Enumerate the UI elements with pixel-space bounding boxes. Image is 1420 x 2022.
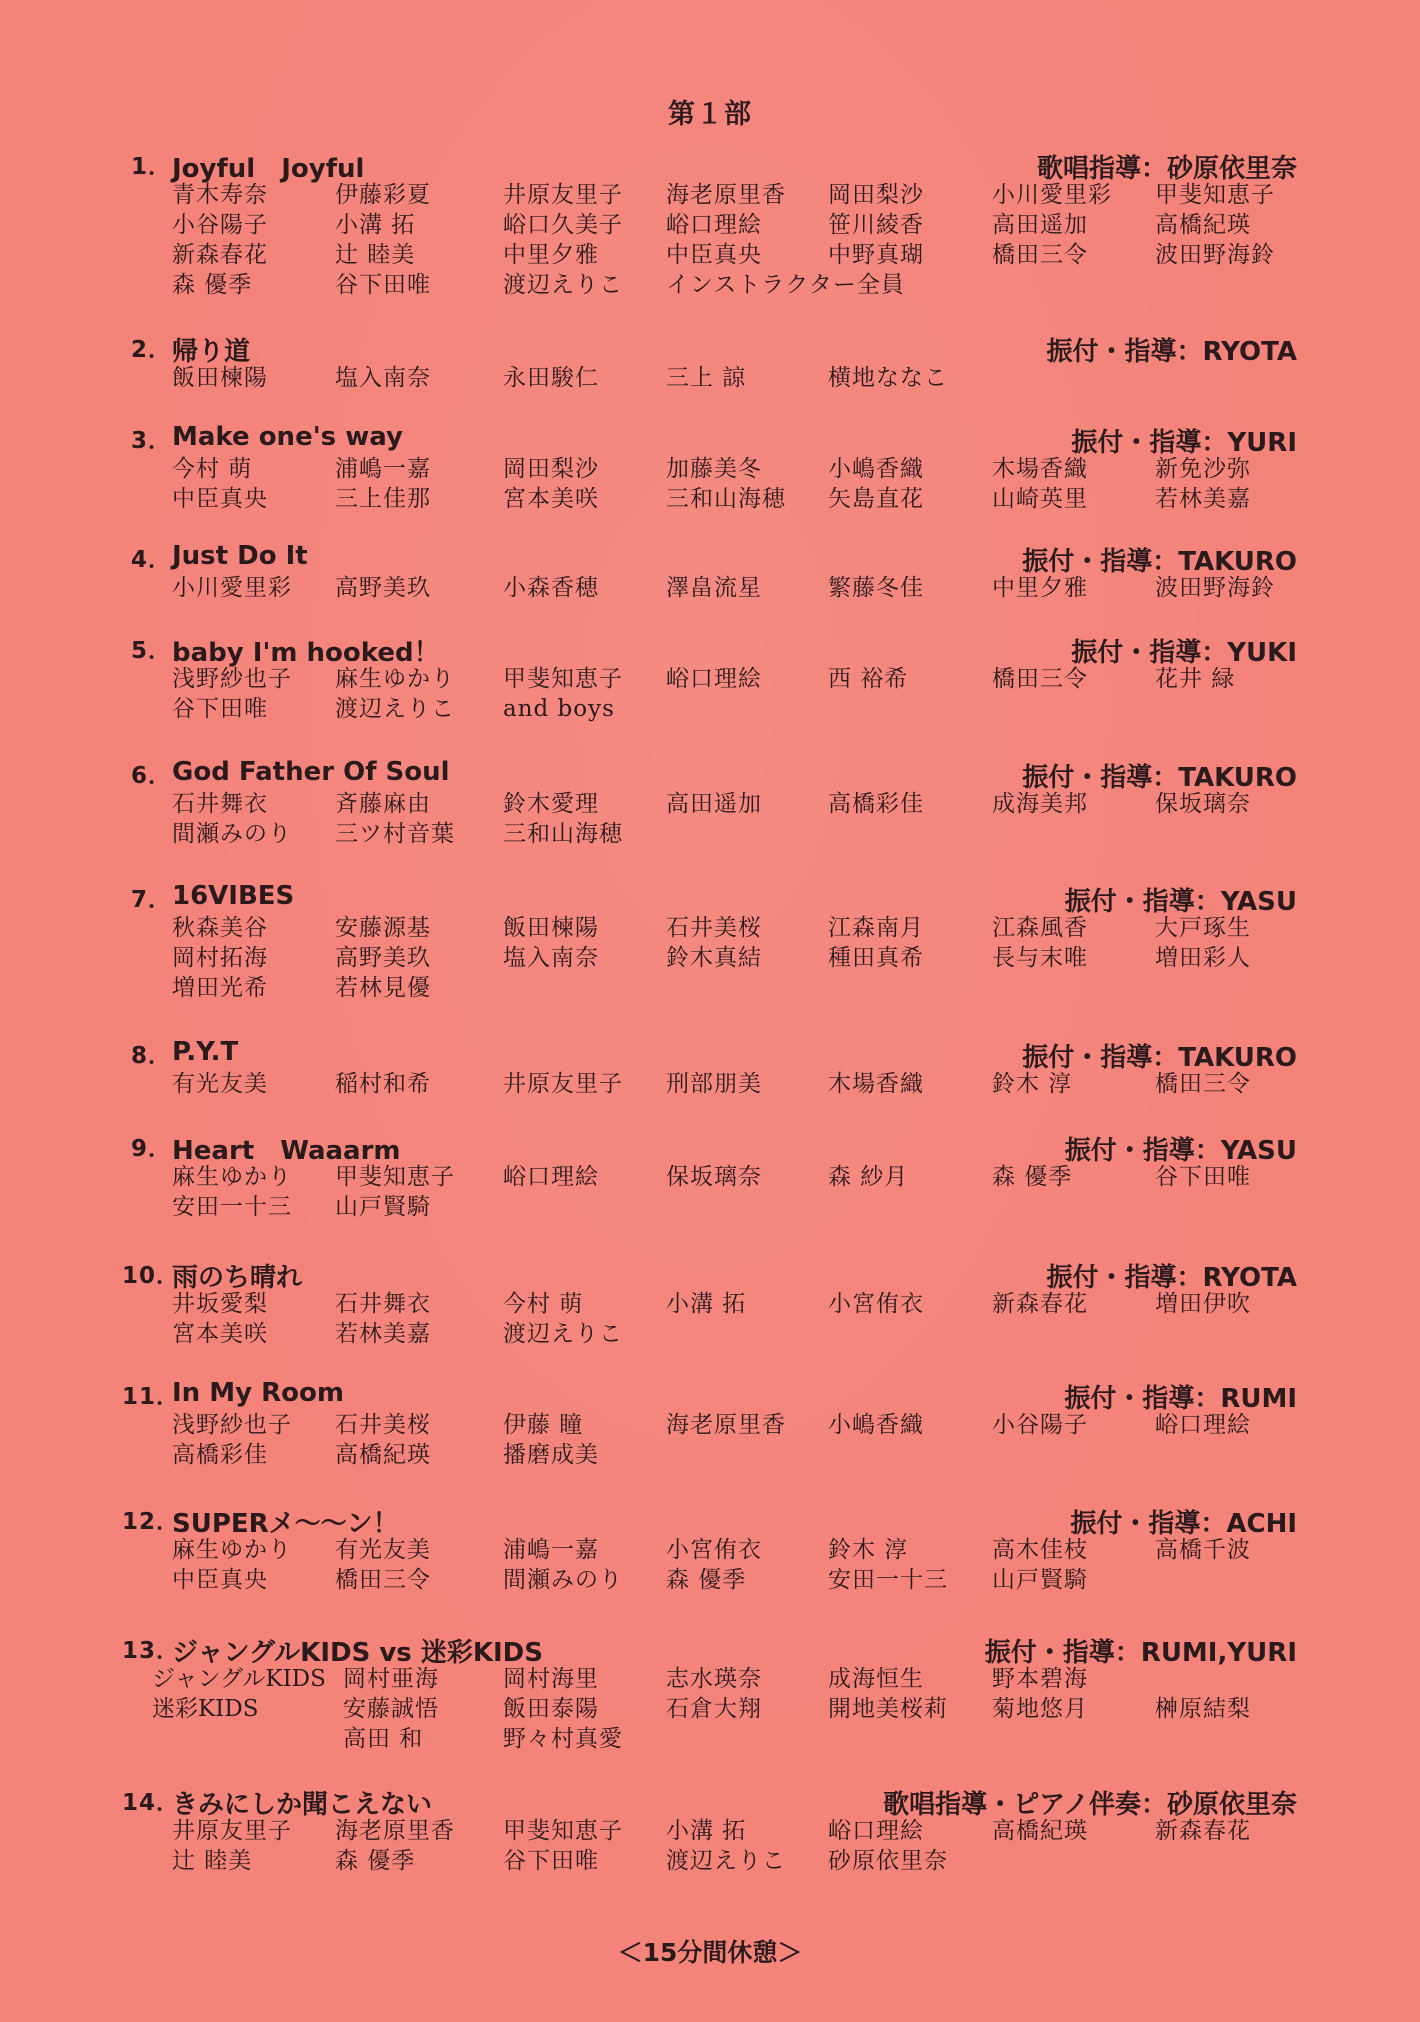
performer-name: 開地美桜莉	[828, 1696, 948, 1722]
performer-name: 井坂愛梨	[172, 1291, 268, 1317]
performer-name: 新森春花	[172, 242, 268, 268]
performer-name: 小谷陽子	[172, 212, 268, 238]
performer-name: 飯田楝陽	[503, 915, 599, 941]
performer-name: 笹川綾香	[828, 212, 924, 238]
performer-name: 井原友里子	[503, 182, 623, 208]
item-credit: 振付・指導：YUKI	[1071, 638, 1297, 668]
performer-name: 高橋千波	[1155, 1537, 1251, 1563]
program-item	[122, 1784, 1297, 1876]
item-title: Heart Waaarm	[172, 1136, 401, 1166]
performer-name: 種田真希	[828, 945, 924, 971]
item-header	[122, 1632, 1297, 1668]
performer-name: 小嶋香織	[828, 1412, 924, 1438]
performer-name: 中野真瑚	[828, 242, 924, 268]
performer-name: 鈴木 淳	[992, 1071, 1073, 1097]
performer-name: 高橋彩佳	[172, 1442, 268, 1468]
item-header	[122, 331, 1297, 367]
performer-name: and boys	[503, 696, 615, 722]
performer-list	[122, 664, 1297, 724]
performer-name: 高橋彩佳	[828, 791, 924, 817]
performer-name: 塩入南奈	[335, 365, 431, 391]
item-header	[122, 148, 1297, 184]
performer-name: 三ツ村音葉	[335, 821, 455, 847]
performer-row	[122, 1846, 1297, 1876]
performer-row	[122, 913, 1297, 943]
program-item	[122, 1378, 1297, 1470]
performer-name: 新森春花	[1155, 1818, 1251, 1844]
performer-name: 繁藤冬佳	[828, 575, 924, 601]
performer-name: 大戸琢生	[1155, 915, 1251, 941]
item-title: P.Y.T	[172, 1037, 239, 1067]
performer-name: 鈴木愛理	[503, 791, 599, 817]
program-item	[122, 757, 1297, 849]
performer-row	[122, 210, 1297, 240]
performer-name: 小溝 拓	[335, 212, 416, 238]
performer-name: 谷下田唯	[503, 1848, 599, 1874]
performer-name: 中里夕雅	[503, 242, 599, 268]
performer-name: 石井美桜	[666, 915, 762, 941]
performer-name: 峪口理絵	[666, 666, 762, 692]
performer-name: 峪口久美子	[503, 212, 623, 238]
item-header	[122, 541, 1297, 577]
performer-name: 野々村真愛	[503, 1726, 623, 1752]
performer-name: 刑部朋美	[666, 1071, 762, 1097]
item-title: baby I'm hooked！	[172, 638, 440, 668]
performer-name: 砂原依里奈	[828, 1848, 948, 1874]
item-number: 8．	[130, 1043, 172, 1069]
item-number: 2．	[130, 337, 172, 363]
performer-row	[122, 1565, 1297, 1595]
performer-name: 峪口理絵	[666, 212, 762, 238]
performer-row	[122, 1535, 1297, 1565]
performer-name: 新森春花	[992, 1291, 1088, 1317]
item-title: Joyful Joyful	[172, 154, 365, 184]
performer-name: 橋田三令	[992, 666, 1088, 692]
item-credit: 振付・指導：YURI	[1071, 428, 1297, 458]
item-number: 9．	[130, 1136, 172, 1162]
item-number: 10．	[122, 1263, 181, 1289]
performer-name: 峪口理絵	[1155, 1412, 1251, 1438]
performer-name: 高橋紀瑛	[335, 1442, 431, 1468]
item-credit: 振付・指導：TAKURO	[1022, 1043, 1297, 1073]
performer-list	[122, 913, 1297, 1003]
performer-name: 小宮侑衣	[666, 1537, 762, 1563]
performer-row	[122, 573, 1297, 603]
performer-name: 橋田三令	[1155, 1071, 1251, 1097]
performer-name: 稲村和希	[335, 1071, 431, 1097]
item-header	[122, 1257, 1297, 1293]
performer-name: 間瀬みのり	[503, 1567, 623, 1593]
performer-name: 高田 和	[343, 1726, 424, 1752]
item-title: God Father Of Soul	[172, 757, 450, 787]
performer-row	[122, 694, 1297, 724]
program-item	[122, 1503, 1297, 1595]
item-header	[122, 1037, 1297, 1073]
performer-name: 高野美玖	[335, 945, 431, 971]
performer-name: 高橋紀瑛	[1155, 212, 1251, 238]
performer-name: 石井美桜	[335, 1412, 431, 1438]
performer-name: 新免沙弥	[1155, 456, 1251, 482]
performer-row	[122, 1410, 1297, 1440]
item-header	[122, 1378, 1297, 1414]
performer-name: 成海美邦	[992, 791, 1088, 817]
performer-name: 青木寿奈	[172, 182, 268, 208]
performer-list	[122, 1535, 1297, 1595]
performer-list	[122, 573, 1297, 603]
performer-name: 西 裕希	[828, 666, 909, 692]
performer-row	[122, 664, 1297, 694]
performer-name: 峪口理絵	[503, 1164, 599, 1190]
performer-name: 安藤誠悟	[343, 1696, 439, 1722]
performer-name: 渡辺えりこ	[503, 272, 623, 298]
performer-name: 榊原結梨	[1155, 1696, 1251, 1722]
performer-name: 渡辺えりこ	[503, 1321, 623, 1347]
group-label: ジャングルKIDS	[152, 1666, 326, 1692]
item-credit: 振付・指導：RYOTA	[1046, 1263, 1297, 1293]
performer-row	[122, 270, 1297, 300]
performer-name: 澤畠流星	[666, 575, 762, 601]
performer-name: 甲斐知恵子	[503, 666, 623, 692]
performer-name: 森 優季	[172, 272, 253, 298]
performer-name: 浦嶋一嘉	[335, 456, 431, 482]
performer-name: 高木佳枝	[992, 1537, 1088, 1563]
performer-name: 森 優季	[666, 1567, 747, 1593]
item-number: 5．	[130, 638, 172, 664]
performer-row	[122, 1816, 1297, 1846]
performer-name: 小川愛里彩	[172, 575, 292, 601]
performer-name: 成海恒生	[828, 1666, 924, 1692]
performer-row	[122, 1724, 1297, 1754]
performer-name: 若林見優	[335, 975, 431, 1001]
performer-row	[122, 1694, 1297, 1724]
program-item	[122, 1130, 1297, 1222]
performer-name: 木場香織	[992, 456, 1088, 482]
item-number: 14．	[122, 1790, 181, 1816]
performer-name: 増田光希	[172, 975, 268, 1001]
performer-name: 増田彩人	[1155, 945, 1251, 971]
performer-name: 海老原里香	[335, 1818, 455, 1844]
performer-list	[122, 363, 1297, 393]
performer-row	[122, 973, 1297, 1003]
performer-row	[122, 789, 1297, 819]
performer-list	[122, 1664, 1297, 1754]
performer-name: 甲斐知恵子	[335, 1164, 455, 1190]
program-item	[122, 422, 1297, 514]
item-number: 4．	[130, 547, 172, 573]
performer-name: 山戸賢騎	[335, 1194, 431, 1220]
program-item	[122, 881, 1297, 1003]
item-header	[122, 881, 1297, 917]
performer-name: 渡辺えりこ	[666, 1848, 786, 1874]
item-credit: 振付・指導：TAKURO	[1022, 547, 1297, 577]
performer-name: 石倉大翔	[666, 1696, 762, 1722]
performer-name: 間瀬みのり	[172, 821, 292, 847]
performer-name: 伊藤 瞳	[503, 1412, 584, 1438]
performer-name: 三上佳那	[335, 486, 431, 512]
performer-name: 安田一十三	[828, 1567, 948, 1593]
performer-name: 長与末唯	[992, 945, 1088, 971]
performer-row	[122, 1440, 1297, 1470]
performer-row	[122, 484, 1297, 514]
performer-name: 浅野紗也子	[172, 666, 292, 692]
performer-row	[122, 454, 1297, 484]
performer-name: 秋森美谷	[172, 915, 268, 941]
performer-name: 飯田楝陽	[172, 365, 268, 391]
item-title: きみにしか聞こえない	[172, 1790, 433, 1820]
item-title: 帰り道	[172, 337, 251, 367]
performer-name: 橋田三令	[992, 242, 1088, 268]
performer-name: 辻 睦美	[172, 1848, 253, 1874]
performer-name: 江森風香	[992, 915, 1088, 941]
performer-name: 岡田梨沙	[828, 182, 924, 208]
performer-name: 海老原里香	[666, 182, 786, 208]
performer-name: 高橋紀瑛	[992, 1818, 1088, 1844]
item-number: 13．	[122, 1638, 181, 1664]
item-title: ジャングルKIDS vs 迷彩KIDS	[172, 1638, 543, 1668]
performer-name: 三和山海穂	[666, 486, 786, 512]
performer-name: 三和山海穂	[503, 821, 623, 847]
group-label: 迷彩KIDS	[152, 1696, 259, 1722]
performer-list	[122, 1069, 1297, 1099]
performer-row	[122, 1162, 1297, 1192]
item-number: 3．	[130, 428, 172, 454]
performer-name: 加藤美冬	[666, 456, 762, 482]
performer-name: 保坂璃奈	[1155, 791, 1251, 817]
performer-name: 波田野海鈴	[1155, 575, 1275, 601]
performer-row	[122, 180, 1297, 210]
performer-name: 中臣真央	[172, 1567, 268, 1593]
program-item	[122, 148, 1297, 300]
performer-name: 伊藤彩夏	[335, 182, 431, 208]
performer-name: 甲斐知恵子	[1155, 182, 1275, 208]
performer-name: 岡村拓海	[172, 945, 268, 971]
intermission-note: ＜15分間休憩＞	[617, 1938, 803, 1967]
performer-list	[122, 1162, 1297, 1222]
item-number: 1．	[130, 154, 172, 180]
performer-name: 橋田三令	[335, 1567, 431, 1593]
performer-name: 播磨成美	[503, 1442, 599, 1468]
performer-name: 浅野紗也子	[172, 1412, 292, 1438]
performer-name: 永田駿仁	[503, 365, 599, 391]
performer-name: インストラクター全員	[666, 272, 905, 298]
item-credit: 振付・指導：ACHI	[1070, 1509, 1297, 1539]
item-credit: 振付・指導：RYOTA	[1046, 337, 1297, 367]
item-number: 7．	[130, 887, 172, 913]
program-list	[122, 148, 1297, 1876]
performer-name: 増田伊吹	[1155, 1291, 1251, 1317]
item-title: Make one's way	[172, 422, 403, 452]
performer-row	[122, 1664, 1297, 1694]
performer-name: 浦嶋一嘉	[503, 1537, 599, 1563]
performer-name: 山崎英里	[992, 486, 1088, 512]
performer-name: 中里夕雅	[992, 575, 1088, 601]
performer-name: 谷下田唯	[335, 272, 431, 298]
performer-name: 岡田梨沙	[503, 456, 599, 482]
item-number: 6．	[130, 763, 172, 789]
performer-row	[122, 240, 1297, 270]
performer-name: 保坂璃奈	[666, 1164, 762, 1190]
performer-name: 花井 緑	[1155, 666, 1236, 692]
performer-name: 森 紗月	[828, 1164, 909, 1190]
performer-name: 森 優季	[992, 1164, 1073, 1190]
performer-name: 岡村海里	[503, 1666, 599, 1692]
performer-name: 菊地悠月	[992, 1696, 1088, 1722]
performer-name: 岡村亜海	[343, 1666, 439, 1692]
performer-name: 中臣真央	[172, 486, 268, 512]
performer-list	[122, 180, 1297, 300]
performer-name: 麻生ゆかり	[172, 1537, 292, 1563]
performer-name: 横地ななこ	[828, 365, 948, 391]
performer-name: 小嶋香織	[828, 456, 924, 482]
item-title: 16VIBES	[172, 881, 295, 911]
performer-row	[122, 819, 1297, 849]
item-credit: 振付・指導：TAKURO	[1022, 763, 1297, 793]
item-title: In My Room	[172, 1378, 344, 1408]
item-header	[122, 1503, 1297, 1539]
performer-name: 小森香穂	[503, 575, 599, 601]
performer-name: 今村 萌	[503, 1291, 584, 1317]
performer-name: 若林美嘉	[1155, 486, 1251, 512]
performer-name: 宮本美咲	[503, 486, 599, 512]
performer-name: 小谷陽子	[992, 1412, 1088, 1438]
program-item	[122, 1632, 1297, 1754]
performer-row	[122, 1319, 1297, 1349]
performer-row	[122, 1069, 1297, 1099]
performer-name: 峪口理絵	[828, 1818, 924, 1844]
part-title: 第１部	[668, 99, 752, 130]
performer-name: 井原友里子	[172, 1818, 292, 1844]
item-title: SUPERメ～～ン！	[172, 1509, 399, 1539]
performer-name: 石井舞衣	[172, 791, 268, 817]
performer-name: 安田一十三	[172, 1194, 292, 1220]
performer-name: 森 優季	[335, 1848, 416, 1874]
item-header	[122, 1784, 1297, 1820]
performer-name: 小溝 拓	[666, 1291, 747, 1317]
performer-name: 飯田泰陽	[503, 1696, 599, 1722]
item-header	[122, 422, 1297, 458]
performer-name: 塩入南奈	[503, 945, 599, 971]
performer-name: 安藤源基	[335, 915, 431, 941]
performer-name: 若林美嘉	[335, 1321, 431, 1347]
item-credit: 歌唱指導：砂原依里奈	[1036, 154, 1297, 184]
performer-name: 斉藤麻由	[335, 791, 431, 817]
item-header	[122, 757, 1297, 793]
performer-name: 志水瑛奈	[666, 1666, 762, 1692]
performer-list	[122, 1816, 1297, 1876]
performer-name: 今村 萌	[172, 456, 253, 482]
performer-name: 江森南月	[828, 915, 924, 941]
performer-list	[122, 1410, 1297, 1470]
performer-name: 麻生ゆかり	[172, 1164, 292, 1190]
performer-name: 高野美玖	[335, 575, 431, 601]
performer-name: 山戸賢騎	[992, 1567, 1088, 1593]
performer-name: 谷下田唯	[172, 696, 268, 722]
performer-row	[122, 1289, 1297, 1319]
program-item	[122, 632, 1297, 724]
performer-name: 宮本美咲	[172, 1321, 268, 1347]
performer-name: 小溝 拓	[666, 1818, 747, 1844]
performer-name: 高田遥加	[992, 212, 1088, 238]
item-number: 11．	[122, 1384, 181, 1410]
item-credit: 振付・指導：YASU	[1064, 1136, 1297, 1166]
performer-name: 辻 睦美	[335, 242, 416, 268]
program-item	[122, 1257, 1297, 1349]
performer-name: 鈴木 淳	[828, 1537, 909, 1563]
item-header	[122, 1130, 1297, 1166]
performer-name: 井原友里子	[503, 1071, 623, 1097]
performer-name: 小宮侑衣	[828, 1291, 924, 1317]
performer-name: 木場香織	[828, 1071, 924, 1097]
item-credit: 振付・指導：YASU	[1064, 887, 1297, 917]
program-item	[122, 541, 1297, 603]
performer-list	[122, 454, 1297, 514]
performer-name: 有光友美	[172, 1071, 268, 1097]
performer-list	[122, 1289, 1297, 1349]
performer-name: 石井舞衣	[335, 1291, 431, 1317]
performer-list	[122, 789, 1297, 849]
performer-row	[122, 363, 1297, 393]
performer-name: 渡辺えりこ	[335, 696, 455, 722]
performer-row	[122, 943, 1297, 973]
performer-name: 谷下田唯	[1155, 1164, 1251, 1190]
item-title: Just Do It	[172, 541, 308, 571]
performer-name: 麻生ゆかり	[335, 666, 455, 692]
item-header	[122, 632, 1297, 668]
performer-row	[122, 1192, 1297, 1222]
performer-name: 矢島直花	[828, 486, 924, 512]
item-title: 雨のち晴れ	[172, 1263, 303, 1293]
program-item	[122, 331, 1297, 393]
item-number: 12．	[122, 1509, 181, 1535]
performer-name: 三上 諒	[666, 365, 747, 391]
performer-name: 甲斐知恵子	[503, 1818, 623, 1844]
performer-name: 鈴木真結	[666, 945, 762, 971]
performer-name: 中臣真央	[666, 242, 762, 268]
performer-name: 高田遥加	[666, 791, 762, 817]
performer-name: 小川愛里彩	[992, 182, 1112, 208]
performer-name: 有光友美	[335, 1537, 431, 1563]
item-credit: 歌唱指導・ピアノ伴奏：砂原依里奈	[883, 1790, 1297, 1820]
performer-name: 海老原里香	[666, 1412, 786, 1438]
program-item	[122, 1037, 1297, 1099]
item-credit: 振付・指導：RUMI	[1064, 1384, 1297, 1414]
item-credit: 振付・指導：RUMI,YURI	[984, 1638, 1297, 1668]
performer-name: 波田野海鈴	[1155, 242, 1275, 268]
performer-name: 野本碧海	[992, 1666, 1088, 1692]
